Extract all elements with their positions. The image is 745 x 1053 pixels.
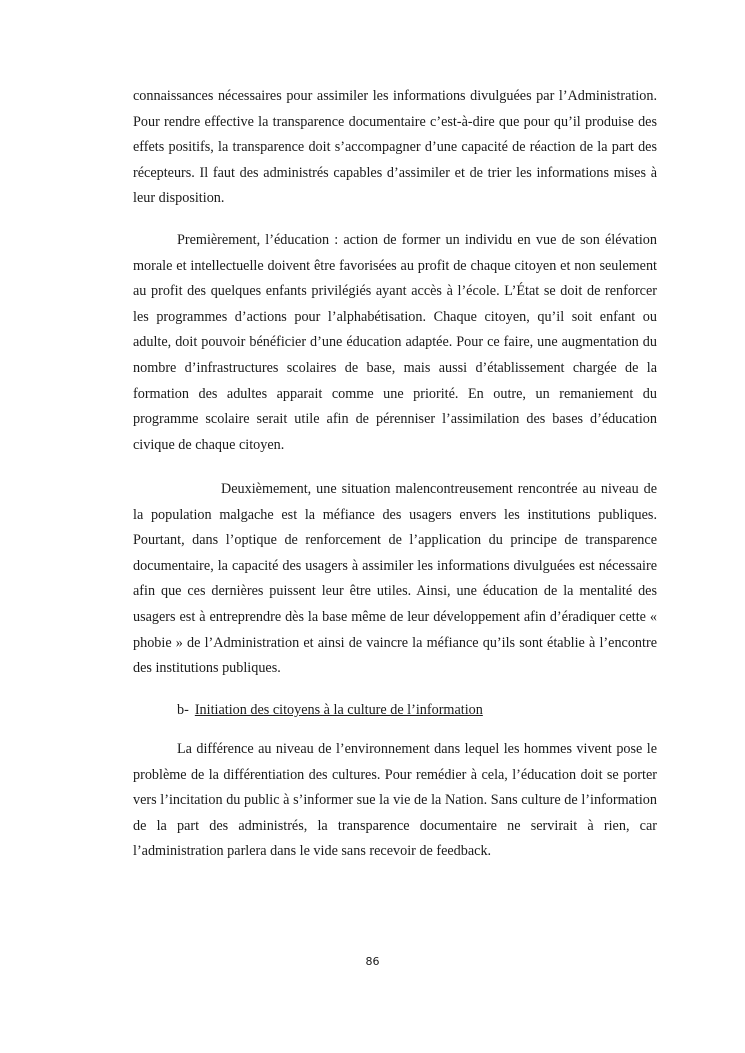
paragraph-1: connaissances nécessaires pour assimiler les informations divulguées par l’Administration. Pour rendre effective la transparence documentaire c’est-à-dire que pour qu’il produise des effets positifs, la transparence doit s’accompagner d’une capacité de réaction de la part des récepteurs. Il faut des administrés capables d’assimiler et de trier les informations mises à leur disposition. bbox=[133, 88, 657, 207]
paragraph-3: Deuxièmement, une situation malencontreusement rencontrée au niveau de la population malgache est la méfiance des usagers envers les institutions publiques. Pourtant, dans l’optique de renforcement de l’application du principe de transparence documentaire, la capacité des usagers à assimiler les informations divulguées est nécessaire afin que ces dernières puissent leur être utiles. Ainsi, une éducation de la mentalité des usagers est à entreprendre dès la base même de leur développement afin d’éradiquer cette « phobie » de l’Administration et ainsi de vaincre la méfiance qu’ils sont établie à l’encontre des institutions publiques. bbox=[133, 481, 657, 677]
section-subheading bbox=[133, 698, 657, 724]
paragraph-1-block bbox=[133, 84, 657, 212]
paragraph-4: La différence au niveau de l’environnement dans lequel les hommes vivent pose le problème de la différentiation des cultures. Pour remédier à cela, l’éducation doit se porter vers l’incitation du public à s’informer sue la vie de la Nation. Sans culture de l’information de la part des administrés, la transparence documentaire ne servirait à rien, car l’administration parlera dans le vide sans recevoir de feedback. bbox=[133, 741, 657, 860]
subheading-label: b- bbox=[177, 702, 189, 718]
paragraph-4-block bbox=[133, 737, 657, 865]
paragraph-2-block bbox=[133, 228, 657, 458]
paragraph-3-block bbox=[133, 477, 657, 682]
subheading-title: Initiation des citoyens à la culture de l’information bbox=[194, 702, 483, 718]
page-number: 86 bbox=[365, 955, 380, 968]
paragraph-2: Premièrement, l’éducation : action de former un individu en vue de son élévation morale et intellectuelle doivent être favorisées au profit de chaque citoyen et non seulement au profit des quelques enfants privilégiés ayant accès à l’école. L’État se doit de renforcer les programmes d’actions pour l’alphabétisation. Chaque citoyen, qu’il soit enfant ou adulte, doit pouvoir bénéficier d’une éducation adaptée. Pour ce faire, une augmentation du nombre d’infrastructures scolaires de base, mais aussi d’établissement chargée de la formation des adultes apparait comme une priorité. En outre, un remaniement du programme scolaire serait utile afin de pérenniser l’assimilation des bases d’éducation civique de chaque citoyen. bbox=[133, 232, 657, 453]
subheading-block bbox=[133, 698, 657, 724]
